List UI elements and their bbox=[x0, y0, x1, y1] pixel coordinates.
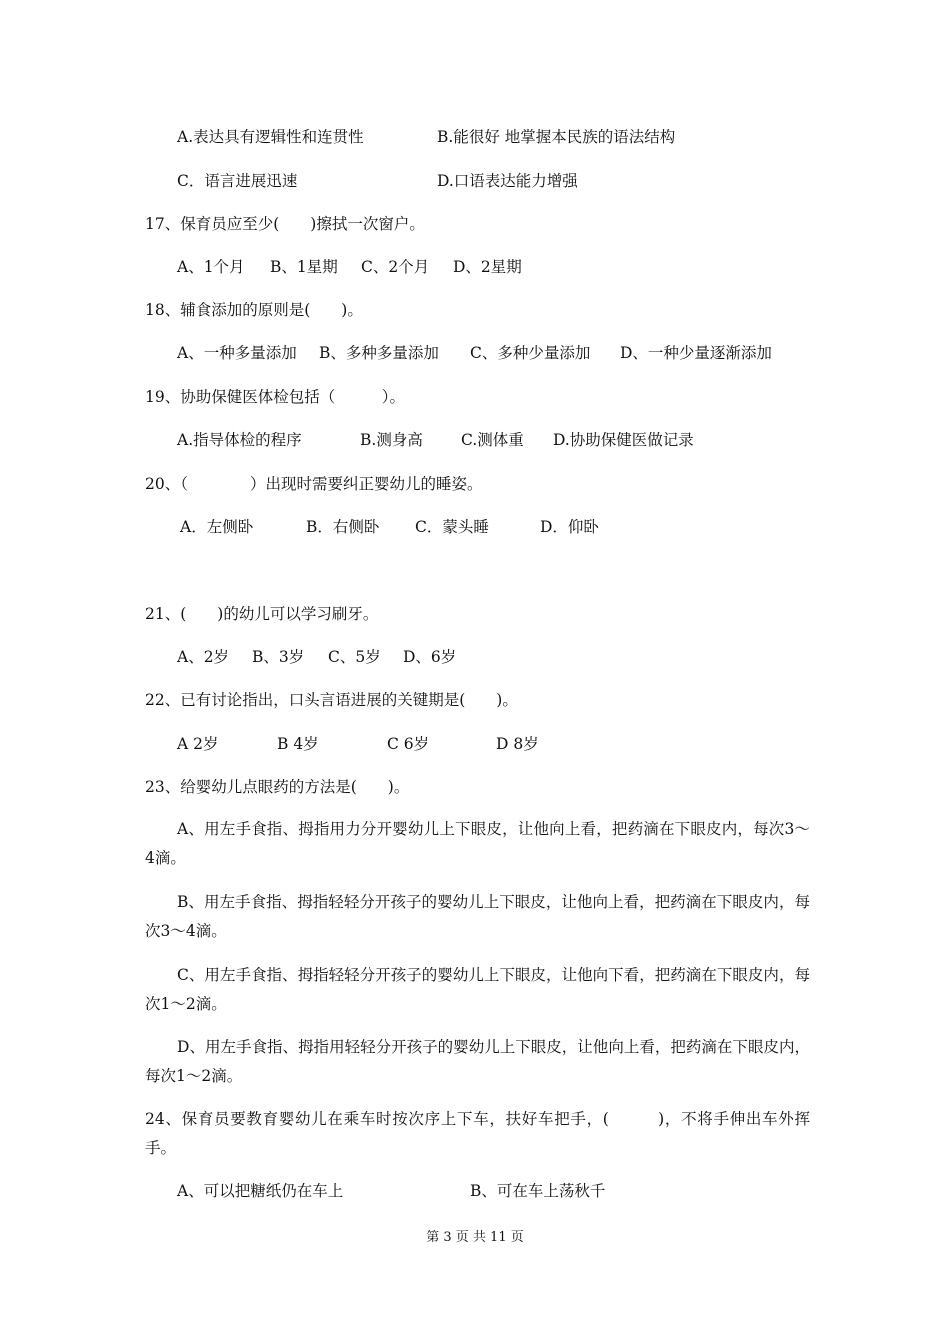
q23-option-b: B、用左手食指、拇指轻轻分开孩子的婴幼儿上下眼皮，让他向上看，把药滴在下眼皮内，每次3～4滴。 bbox=[145, 893, 810, 940]
q20-option-d: D．仰卧 bbox=[540, 518, 599, 536]
q20-option-a: A．左侧卧 bbox=[180, 518, 254, 536]
question-19-stem: 19、协助保健医体检包括（ ）。 bbox=[145, 388, 405, 406]
q20-option-c: C．蒙头睡 bbox=[415, 518, 489, 536]
q19-option-d: D.协助保健医做记录 bbox=[553, 431, 694, 449]
q16-option-d: D.口语表达能力增强 bbox=[437, 172, 578, 190]
q19-option-b: B.测身高 bbox=[360, 431, 423, 449]
q20-option-b: B．右侧卧 bbox=[306, 518, 380, 536]
q22-option-a: A 2岁 bbox=[177, 735, 219, 753]
question-18-stem: 18、辅食添加的原则是( )。 bbox=[145, 301, 363, 319]
question-24-stem: 24、保育员要教育婴幼儿在乘车时按次序上下车，扶好车把手，( )，不将手伸出车外挥手。 bbox=[145, 1110, 810, 1157]
q22-option-b: B 4岁 bbox=[277, 735, 319, 753]
q17-option-c: C、2个月 bbox=[361, 258, 430, 276]
q24-option-b: B、可在车上荡秋千 bbox=[470, 1182, 606, 1200]
q21-option-c: C、5岁 bbox=[328, 648, 381, 666]
q18-option-c: C、多种少量添加 bbox=[470, 344, 591, 362]
q18-option-b: B、多种多量添加 bbox=[319, 344, 439, 362]
q21-option-a: A、2岁 bbox=[177, 648, 230, 666]
question-17-stem: 17、保育员应至少( )擦拭一次窗户。 bbox=[145, 215, 425, 233]
q19-option-a: A.指导体检的程序 bbox=[177, 431, 302, 449]
q19-option-c: C.测体重 bbox=[461, 431, 524, 449]
q17-option-d: D、2星期 bbox=[453, 258, 522, 276]
q17-option-a: A、1个月 bbox=[177, 258, 245, 276]
q23-option-c: C、用左手食指、拇指轻轻分开孩子的婴幼儿上下眼皮，让他向下看，把药滴在下眼皮内，每次1～2滴。 bbox=[145, 966, 810, 1013]
q16-option-b: B.能很好 地掌握本民族的语法结构 bbox=[437, 128, 676, 146]
q18-option-a: A、一种多量添加 bbox=[177, 344, 297, 362]
q22-option-d: D 8岁 bbox=[496, 735, 539, 753]
q21-option-b: B、3岁 bbox=[252, 648, 305, 666]
question-21-stem: 21、( )的幼儿可以学习刷牙。 bbox=[145, 605, 379, 623]
q24-option-a: A、可以把糖纸仍在车上 bbox=[177, 1182, 344, 1200]
q22-option-c: C 6岁 bbox=[387, 735, 430, 753]
page-footer: 第 3 页 共 11 页 bbox=[426, 1230, 524, 1245]
question-23-stem: 23、给婴幼儿点眼药的方法是( )。 bbox=[145, 778, 410, 796]
q16-option-a: A.表达具有逻辑性和连贯性 bbox=[177, 128, 364, 146]
question-22-stem: 22、已有讨论指出，口头言语进展的关键期是( )。 bbox=[145, 691, 518, 709]
q16-option-c: C．语言进展迅速 bbox=[177, 172, 298, 190]
q17-option-b: B、1星期 bbox=[270, 258, 338, 276]
question-20-stem: 20、（ ）出现时需要纠正婴幼儿的睡姿。 bbox=[145, 475, 483, 493]
q23-option-d: D、用左手食指、拇指用轻轻分开孩子的婴幼儿上下眼皮，让他向上看，把药滴在下眼皮内，每次1～2滴。 bbox=[145, 1038, 810, 1085]
q18-option-d: D、一种少量逐渐添加 bbox=[620, 344, 772, 362]
q23-option-a: A、用左手食指、拇指用力分开婴幼儿上下眼皮，让他向上看，把药滴在下眼皮内，每次3～4滴。 bbox=[145, 820, 810, 867]
q21-option-d: D、6岁 bbox=[403, 648, 457, 666]
